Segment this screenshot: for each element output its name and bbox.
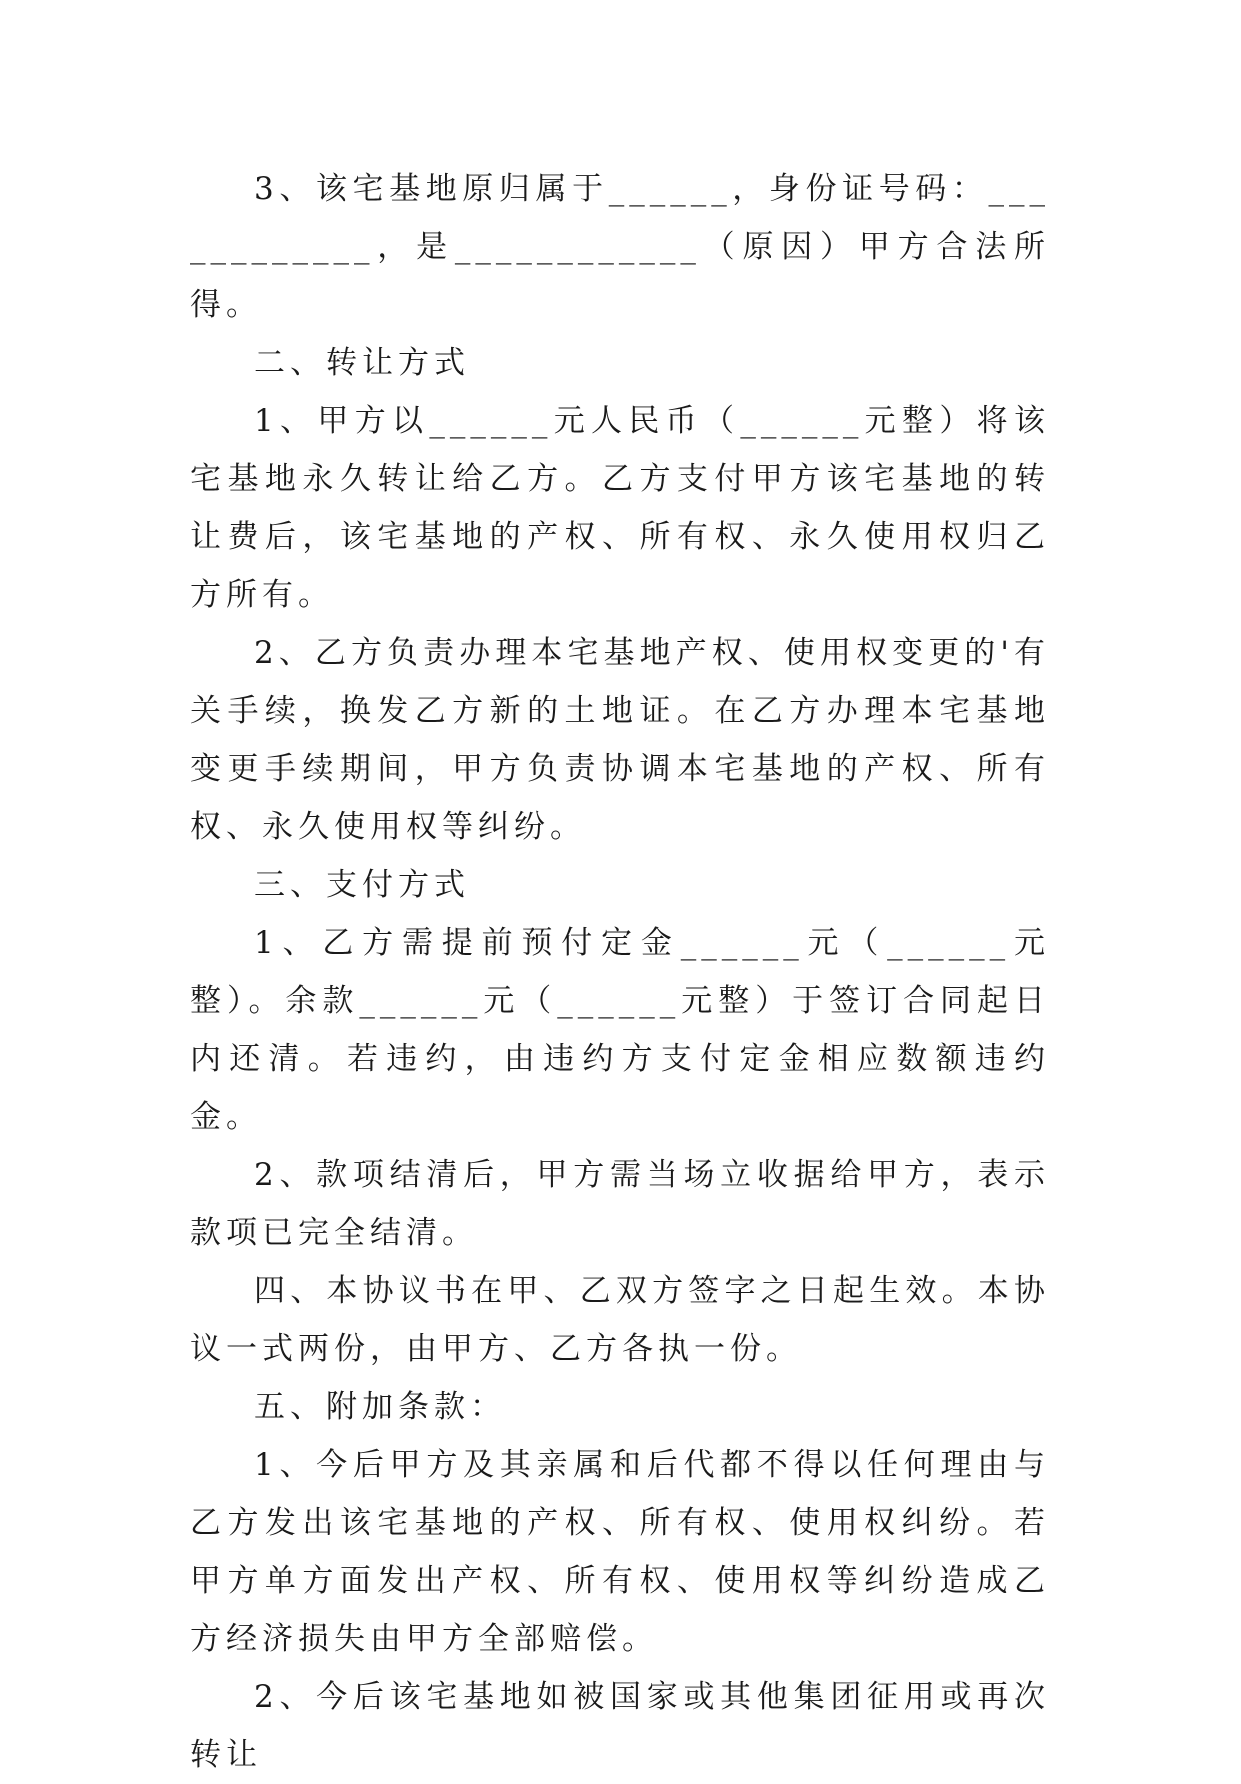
paragraph-effective-clause: 四、本协议书在甲、乙双方签字之日起生效。本协议一式两份，由甲方、乙方各执一份。 xyxy=(190,1273,1050,1367)
heading-payment-method: 三、支付方式 xyxy=(254,867,470,903)
paragraph-additional-1: 1、今后甲方及其亲属和后代都不得以任何理由与乙方发出该宅基地的产权、所有权、使用权纠纷。若甲方单方面发出产权、所有权、使用权等纠纷造成乙方经济损失由甲方全部赔偿。 xyxy=(190,1447,1050,1657)
paragraph-transfer-1: 1、甲方以______元人民币（______元整）将该宅基地永久转让给乙方。乙方支付甲方该宅基地的转让费后，该宅基地的产权、所有权、永久使用权归乙方所有。 xyxy=(190,403,1050,613)
paragraph-clause-3-ownership: 3、该宅基地原归属于______，身份证号码：____________，是____________（原因）甲方合法所得。 xyxy=(190,171,1050,323)
paragraph-payment-2: 2、款项结清后，甲方需当场立收据给甲方，表示款项已完全结清。 xyxy=(190,1157,1050,1251)
heading-additional-terms: 五、附加条款： xyxy=(254,1389,506,1425)
heading-transfer-method: 二、转让方式 xyxy=(254,345,470,381)
paragraph-transfer-2: 2、乙方负责办理本宅基地产权、使用权变更的'有关手续，换发乙方新的土地证。在乙方办理本宅基地变更手续期间，甲方负责协调本宅基地的产权、所有权、永久使用权等纠纷。 xyxy=(190,635,1050,845)
document-body xyxy=(190,160,1050,1784)
paragraph-additional-2: 2、今后该宅基地如被国家或其他集团征用或再次转让 xyxy=(190,1679,1050,1773)
paragraph-payment-1: 1、乙方需提前预付定金______元（______元整）。余款______元（______元整）于签订合同起日内还清。若违约，由违约方支付定金相应数额违约金。 xyxy=(190,925,1050,1135)
